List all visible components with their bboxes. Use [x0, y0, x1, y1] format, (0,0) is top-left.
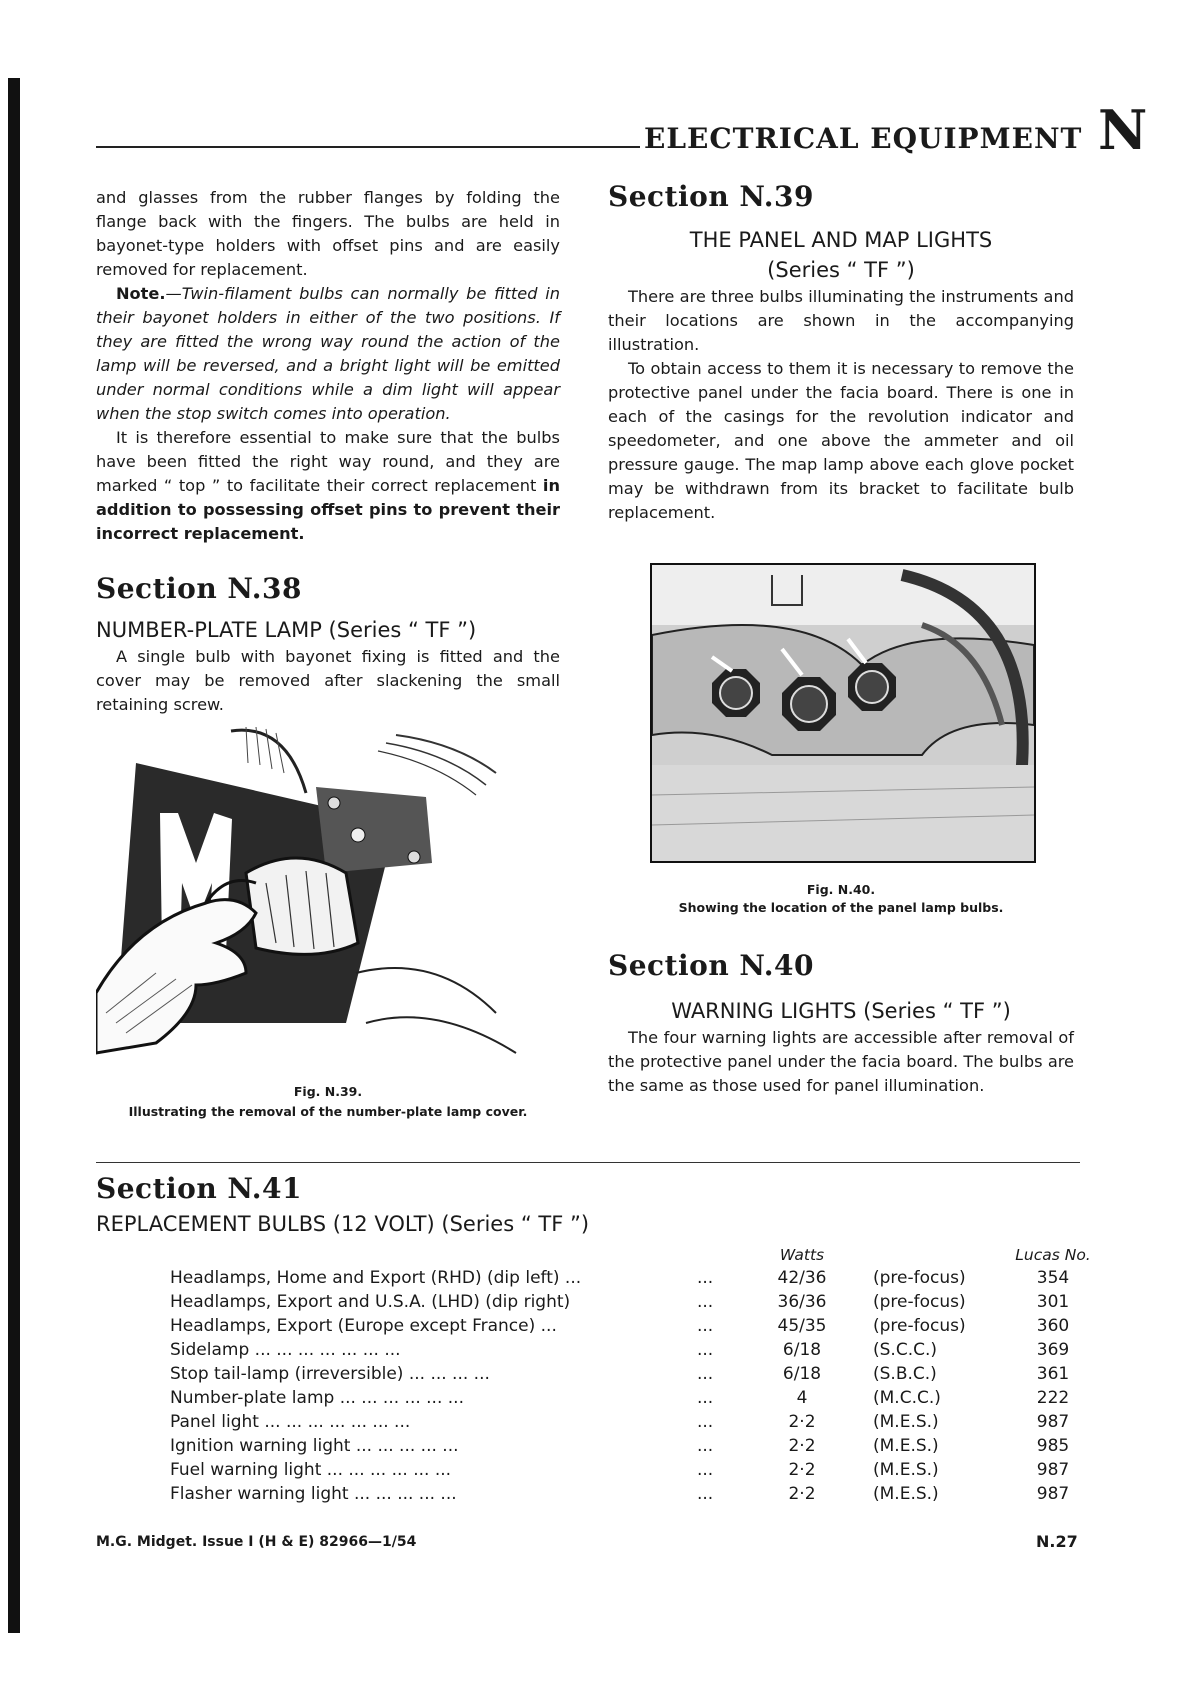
- table-row: [170, 1386, 1093, 1410]
- bulb-base: (pre-focus): [873, 1316, 966, 1336]
- bulb-description: Ignition warning light ... ... ... ... ...: [170, 1436, 459, 1456]
- figure-n39: [96, 723, 560, 1121]
- bulb-watts: 2·2: [788, 1484, 816, 1504]
- lucas-number: 301: [1036, 1292, 1070, 1312]
- right-column: [608, 180, 1074, 1098]
- bulb-description: Flasher warning light ... ... ... ... ...: [170, 1484, 457, 1504]
- bulb-base: (pre-focus): [873, 1292, 966, 1312]
- essential-text: It is therefore essential to make sure that the bulbs have been fitted the right way round, and they are marked “ top ” to facilitate their correct replacement: [96, 428, 560, 495]
- section-n39-heading: Section N.39: [608, 180, 814, 213]
- table-row: [170, 1458, 1093, 1482]
- left-column: [96, 186, 560, 1121]
- leader-dots: ...: [697, 1388, 714, 1408]
- bulb-description: Stop tail-lamp (irreversible) ... ... ... ...: [170, 1364, 490, 1384]
- section-n39-subheading-line1: THE PANEL AND MAP LIGHTS: [689, 228, 993, 252]
- lucas-number: 369: [1036, 1340, 1070, 1360]
- leader-dots: ...: [697, 1364, 714, 1384]
- bulb-description: Headlamps, Export (Europe except France) ...: [170, 1316, 557, 1336]
- lucas-number: 360: [1036, 1316, 1070, 1336]
- figure-n39-caption: Illustrating the removal of the number-plate lamp cover.: [128, 1104, 528, 1119]
- section-n40-body: The four warning lights are accessible after removal of the protective panel under the facia board. The bulbs are the same as those used for panel illumination.: [608, 1028, 1074, 1095]
- figure-n39-label: Fig. N.39.: [293, 1084, 363, 1099]
- section-n39-subheading-line2: (Series “ TF ”): [767, 258, 915, 282]
- lucas-number: 987: [1036, 1460, 1070, 1480]
- bulb-watts: 2·2: [788, 1412, 816, 1432]
- bulb-watts: 45/35: [777, 1316, 827, 1336]
- note-label: Note.: [116, 284, 166, 303]
- bulb-base: (S.C.C.): [873, 1340, 938, 1360]
- lucas-number: 985: [1036, 1436, 1070, 1456]
- lucas-number: 354: [1036, 1268, 1070, 1288]
- chapter-title: ELECTRICAL EQUIPMENT: [644, 122, 1083, 155]
- lucas-number: 222: [1036, 1388, 1070, 1408]
- section-n38-heading: Section N.38: [96, 572, 302, 605]
- bulb-base: (S.B.C.): [873, 1364, 937, 1384]
- bulb-watts: 2·2: [788, 1436, 816, 1456]
- section-n40-subheading: WARNING LIGHTS (Series “ TF ”): [671, 999, 1011, 1023]
- bulb-watts: 2·2: [788, 1460, 816, 1480]
- section-n40-heading: Section N.40: [608, 949, 814, 982]
- bulb-description: Sidelamp ... ... ... ... ... ... ...: [170, 1340, 401, 1360]
- bulb-watts: 42/36: [777, 1268, 827, 1288]
- table-row: [170, 1410, 1093, 1434]
- lucas-number: 987: [1036, 1412, 1070, 1432]
- table-row: [170, 1290, 1093, 1314]
- bulb-base: (M.C.C.): [873, 1388, 941, 1408]
- leader-dots: ...: [697, 1316, 714, 1336]
- section-n41: [96, 1172, 1080, 1239]
- table-header-row: [170, 1244, 1093, 1266]
- number-plate-lamp-illustration: [96, 723, 560, 1081]
- table-row: [170, 1482, 1093, 1506]
- note-text: —Twin-filament bulbs can normally be fitted in their bayonet holders in either of the two positions. If they are fitted the wrong way round the action of the lamp will be reversed, and a bright light will be emitted under normal conditions while a dim light will appear when the stop switch comes into operation.: [96, 284, 560, 423]
- figure-n40-caption: Showing the location of the panel lamp bulbs.: [678, 900, 1004, 915]
- binding-edge: [8, 78, 20, 1633]
- bulb-watts: 6/18: [782, 1364, 822, 1384]
- leader-dots: ...: [697, 1412, 714, 1432]
- panel-lamp-photo: [650, 563, 1036, 863]
- bulb-watts: 6/18: [782, 1340, 822, 1360]
- bulb-base: (M.E.S.): [873, 1460, 939, 1480]
- chapter-letter: N: [1098, 98, 1148, 162]
- leader-dots: ...: [697, 1292, 714, 1312]
- section-n38-body: A single bulb with bayonet fixing is fitted and the cover may be removed after slackening the small retaining screw.: [96, 647, 560, 714]
- bulb-description: Number-plate lamp ... ... ... ... ... ...: [170, 1388, 464, 1408]
- section-n38-subheading: NUMBER-PLATE LAMP (Series “ TF ”): [96, 618, 477, 642]
- bulb-watts: 36/36: [777, 1292, 827, 1312]
- bulb-description: Panel light ... ... ... ... ... ... ...: [170, 1412, 411, 1432]
- footer-publication: M.G. Midget. Issue I (H & E) 82966—1/54: [96, 1534, 417, 1550]
- bulb-watts: 4: [796, 1388, 808, 1408]
- section-n41-heading: Section N.41: [96, 1172, 302, 1205]
- figure-n40: [608, 563, 1074, 915]
- section-n39-para1: There are three bulbs illuminating the instruments and their locations are shown in the accompanying illustration.: [608, 287, 1074, 354]
- leader-dots: ...: [697, 1340, 714, 1360]
- bulb-base: (M.E.S.): [873, 1436, 939, 1456]
- section-n39-para2: To obtain access to them it is necessary to remove the protective panel under the facia board. There is one in each of the casings for the revolution indicator and speedometer, and one above the ammeter and oil pressure gauge. The map lamp above each glove pocket may be withdrawn from its bracket to facilitate bulb replacement.: [608, 359, 1074, 522]
- replacement-bulbs-table: [170, 1244, 1093, 1506]
- bulb-description: Fuel warning light ... ... ... ... ... ...: [170, 1460, 452, 1480]
- essential-paragraph: [96, 426, 560, 546]
- essential-bold-text: in addition to possessing offset pins to prevent their incorrect replacement.: [96, 476, 560, 543]
- lucas-number: 361: [1036, 1364, 1070, 1384]
- bulb-description: Headlamps, Home and Export (RHD) (dip left) ...: [170, 1268, 582, 1288]
- leader-dots: ...: [697, 1436, 714, 1456]
- bulb-base: (M.E.S.): [873, 1484, 939, 1504]
- bulb-base: (pre-focus): [873, 1268, 966, 1288]
- table-row: [170, 1434, 1093, 1458]
- leader-dots: ...: [697, 1484, 714, 1504]
- leader-dots: ...: [697, 1268, 714, 1288]
- table-row: [170, 1362, 1093, 1386]
- intro-paragraph: and glasses from the rubber flanges by folding the flange back with the fingers. The bulbs are held in bayonet-type holders with offset pins and are easily removed for replacement.: [96, 188, 560, 279]
- section-divider: [96, 1162, 1080, 1163]
- figure-n40-label: Fig. N.40.: [806, 882, 876, 897]
- section-n41-subheading: REPLACEMENT BULBS (12 VOLT) (Series “ TF ”): [96, 1212, 590, 1236]
- leader-dots: ...: [697, 1460, 714, 1480]
- table-row: [170, 1314, 1093, 1338]
- header-rule: [96, 146, 640, 148]
- lucas-number: 987: [1036, 1484, 1070, 1504]
- note-paragraph: [96, 282, 560, 426]
- table-row: [170, 1338, 1093, 1362]
- watts-column-header: Watts: [779, 1246, 825, 1264]
- table-row: [170, 1266, 1093, 1290]
- page-number: N.27: [1036, 1532, 1078, 1551]
- lucas-column-header: Lucas No.: [1015, 1246, 1091, 1264]
- bulb-description: Headlamps, Export and U.S.A. (LHD) (dip right): [170, 1292, 571, 1312]
- bulb-base: (M.E.S.): [873, 1412, 939, 1432]
